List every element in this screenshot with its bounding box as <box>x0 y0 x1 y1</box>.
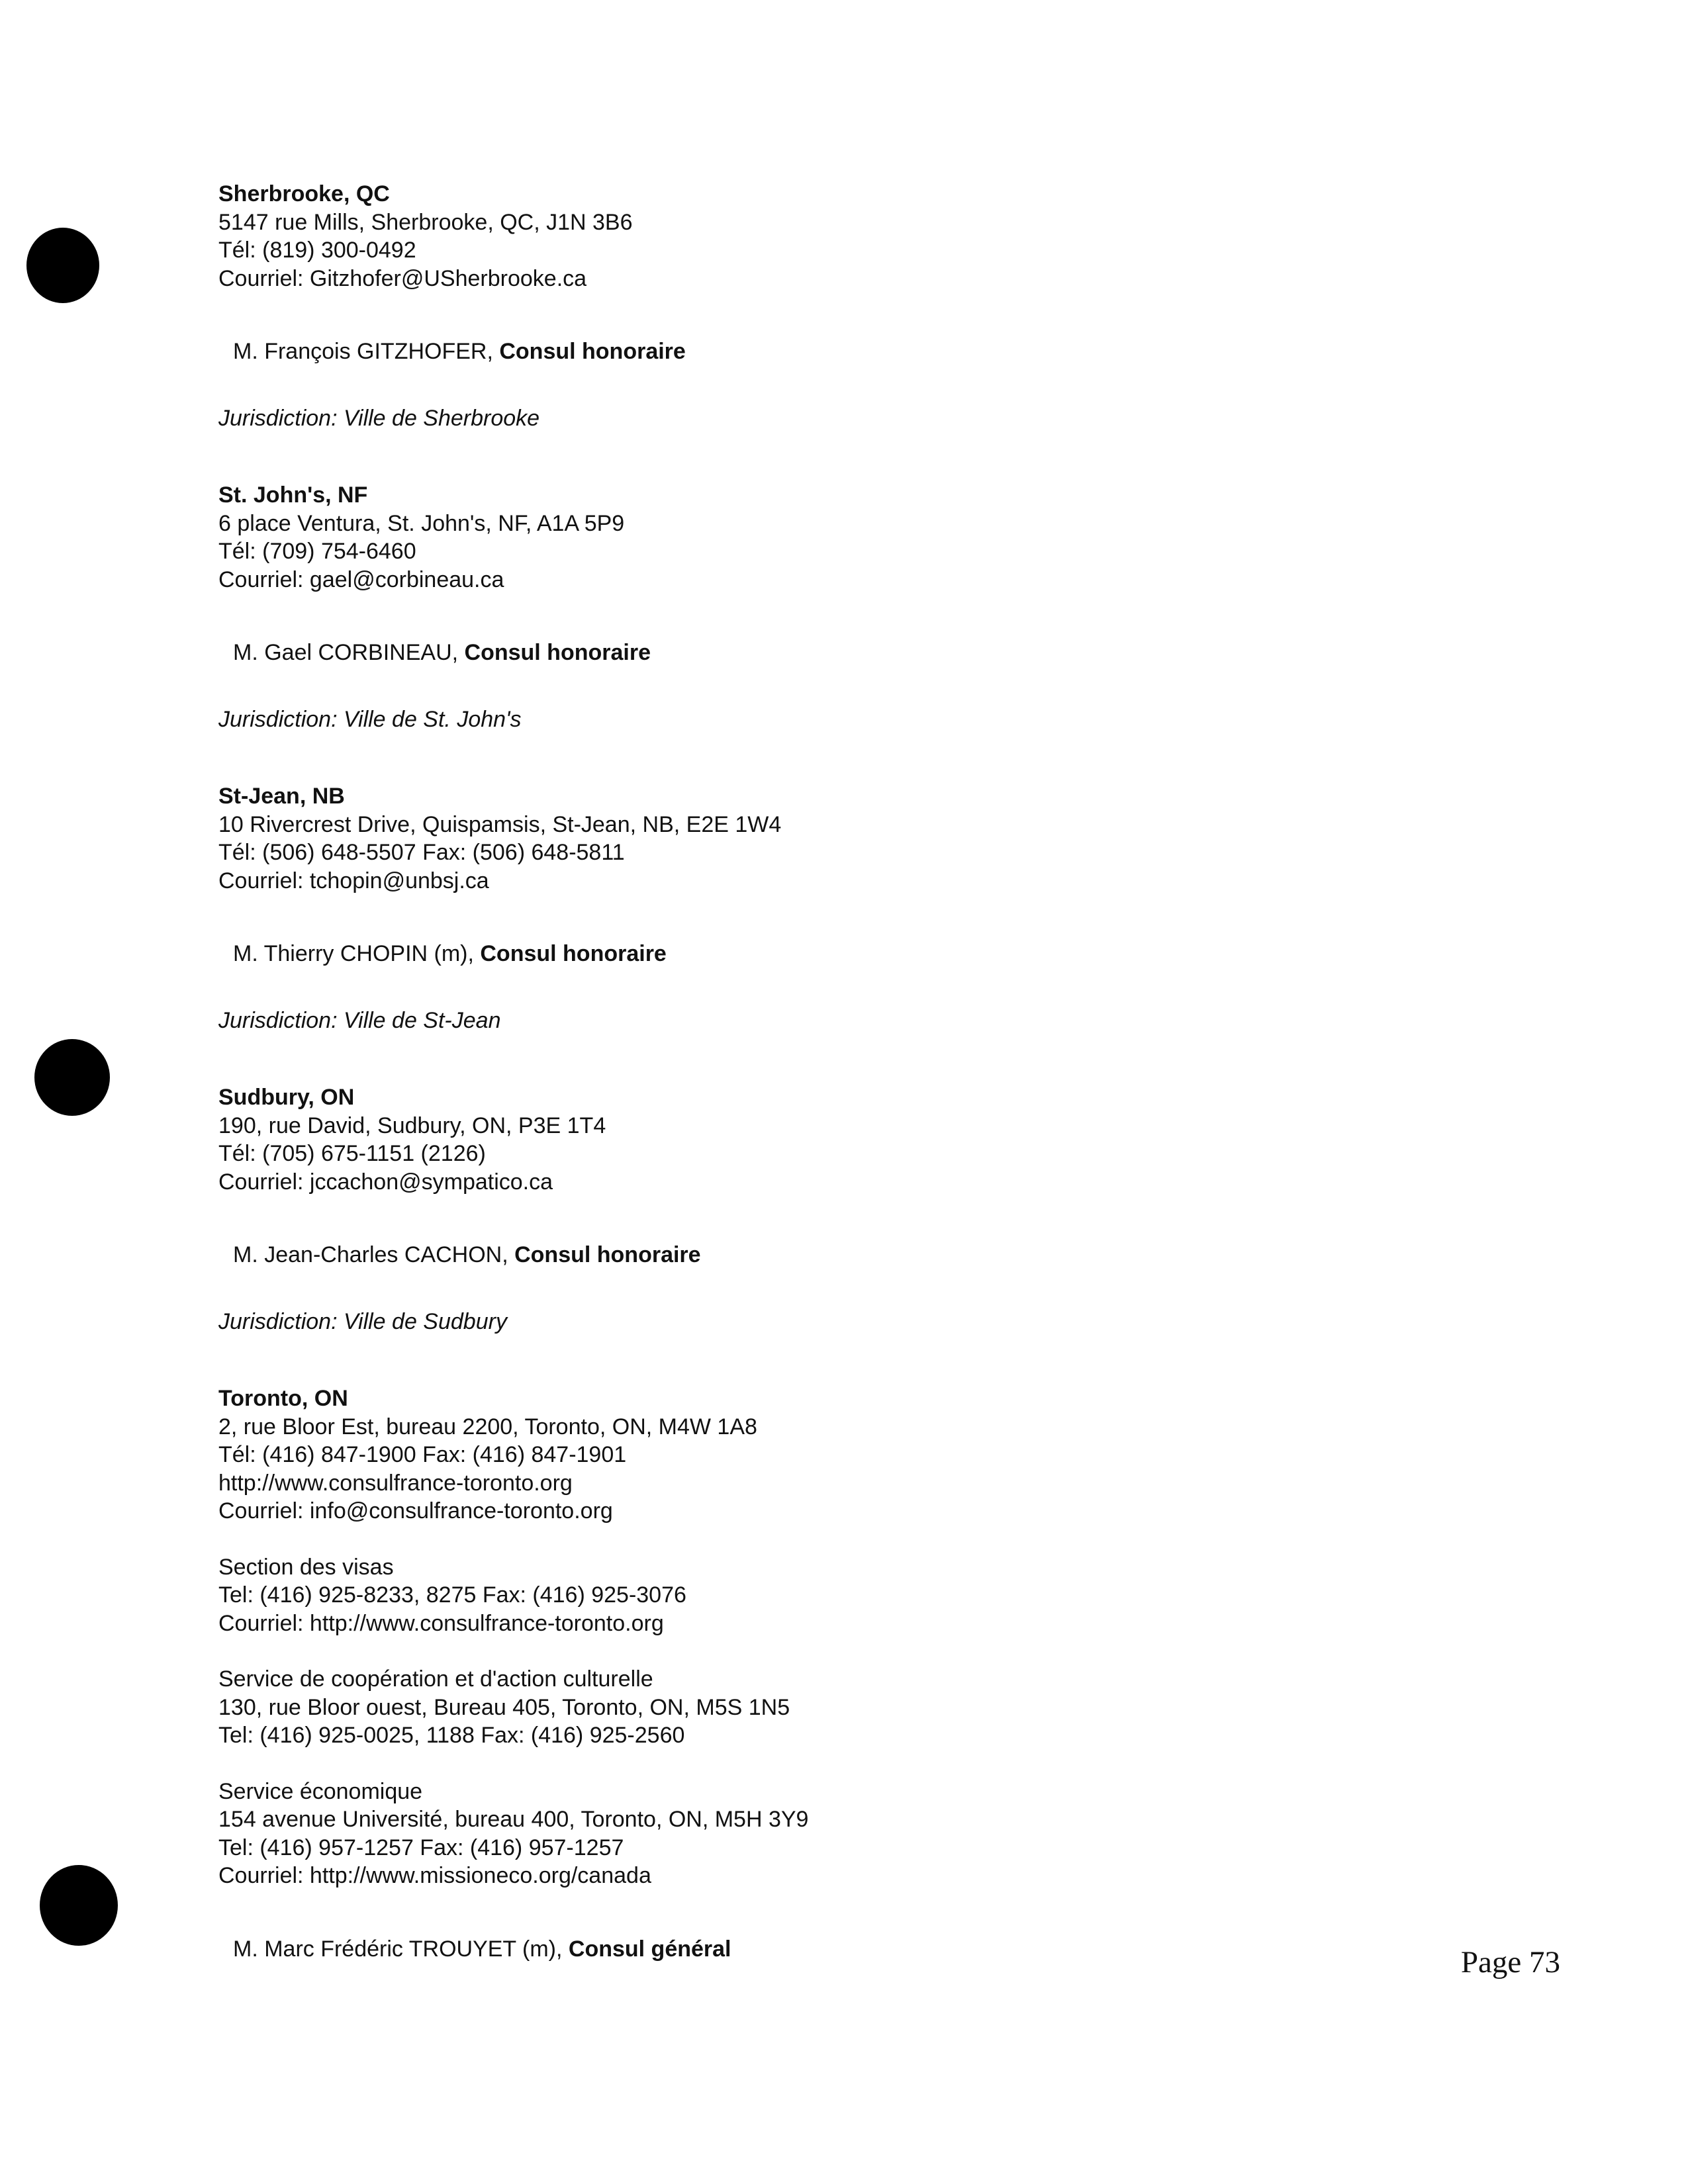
entry-address: 10 Rivercrest Drive, Quispamsis, St-Jean, NB, E2E 1W4 <box>218 811 782 837</box>
entry-jurisdiction: Jurisdiction: Ville de St. John's <box>218 706 522 732</box>
entry-city: St. John's, NF <box>218 482 368 508</box>
entry-contact <box>218 1935 1476 1964</box>
entry-contact <box>218 1241 1476 1269</box>
visas-section <box>218 1553 1476 1638</box>
entry-website: http://www.consulfrance-toronto.org <box>218 1470 573 1496</box>
entry-sudbury <box>218 1083 1476 1385</box>
economique-heading: Service économique <box>218 1778 423 1804</box>
entry-contact <box>218 338 1476 366</box>
contact-title: Consul honoraire <box>514 1242 701 1267</box>
entry-email: Courriel: gael@corbineau.ca <box>218 567 504 592</box>
punch-hole-bottom <box>40 1865 118 1946</box>
visas-heading: Section des visas <box>218 1554 394 1580</box>
entry-address: 190, rue David, Sudbury, ON, P3E 1T4 <box>218 1113 606 1138</box>
entry-phone: Tél: (506) 648-5507 Fax: (506) 648-5811 <box>218 840 625 865</box>
economique-address: 154 avenue Université, bureau 400, Toronto, ON, M5H 3Y9 <box>218 1807 809 1832</box>
entry-city: Sherbrooke, QC <box>218 181 390 206</box>
culture-heading: Service de coopération et d'action culturelle <box>218 1666 653 1692</box>
culture-phone: Tel: (416) 925-0025, 1188 Fax: (416) 925-2560 <box>218 1723 685 1748</box>
contact-name: M. François GITZHOFER, <box>233 339 500 364</box>
entry-city: Toronto, ON <box>218 1386 348 1411</box>
punch-hole-top <box>26 228 99 303</box>
entry-address: 2, rue Bloor Est, bureau 2200, Toronto, ON, M4W 1A8 <box>218 1414 757 1439</box>
entry-toronto <box>218 1385 1476 1963</box>
entry-phone: Tél: (709) 754-6460 <box>218 539 416 564</box>
entry-phone: Tél: (705) 675-1151 (2126) <box>218 1141 486 1166</box>
directory-content <box>218 180 1476 1963</box>
contact-title: Consul honoraire <box>480 941 667 966</box>
entry-jurisdiction: Jurisdiction: Ville de St-Jean <box>218 1007 501 1033</box>
economique-section <box>218 1778 1476 1890</box>
visas-phone: Tel: (416) 925-8233, 8275 Fax: (416) 925-3076 <box>218 1582 686 1608</box>
contact-title: Consul honoraire <box>499 339 686 364</box>
entry-email: Courriel: info@consulfrance-toronto.org <box>218 1498 613 1524</box>
page-number: Page 73 <box>1460 1945 1560 1979</box>
culture-section <box>218 1665 1476 1750</box>
entry-email: Courriel: Gitzhofer@USherbrooke.ca <box>218 265 587 291</box>
economique-email: Courriel: http://www.missioneco.org/canada <box>218 1863 651 1888</box>
entry-jurisdiction: Jurisdiction: Ville de Sherbrooke <box>218 405 540 431</box>
economique-phone: Tel: (416) 957-1257 Fax: (416) 957-1257 <box>218 1835 624 1860</box>
contact-name: M. Marc Frédéric TROUYET (m), <box>233 1936 569 1962</box>
culture-address: 130, rue Bloor ouest, Bureau 405, Toronto, ON, M5S 1N5 <box>218 1694 790 1720</box>
entry-phone: Tél: (416) 847-1900 Fax: (416) 847-1901 <box>218 1442 627 1467</box>
entry-phone: Tél: (819) 300-0492 <box>218 238 416 263</box>
contact-title: Consul honoraire <box>464 640 651 665</box>
entry-email: Courriel: jccachon@sympatico.ca <box>218 1169 553 1195</box>
contact-name: M. Thierry CHOPIN (m), <box>233 941 481 966</box>
entry-address: 5147 rue Mills, Sherbrooke, QC, J1N 3B6 <box>218 209 633 235</box>
entry-contact <box>218 940 1476 968</box>
contact-title: Consul général <box>568 1936 731 1962</box>
entry-jurisdiction: Jurisdiction: Ville de Sudbury <box>218 1308 507 1334</box>
contact-name: M. Jean-Charles CACHON, <box>233 1242 515 1267</box>
contact-name: M. Gael CORBINEAU, <box>233 640 465 665</box>
entry-email: Courriel: tchopin@unbsj.ca <box>218 868 489 893</box>
entry-city: Sudbury, ON <box>218 1085 355 1110</box>
entry-city: St-Jean, NB <box>218 784 345 809</box>
entry-st-johns <box>218 481 1476 782</box>
entry-address: 6 place Ventura, St. John's, NF, A1A 5P9 <box>218 510 625 536</box>
visas-email: Courriel: http://www.consulfrance-toronto.org <box>218 1610 664 1636</box>
entry-contact <box>218 639 1476 667</box>
entry-sherbrooke <box>218 180 1476 481</box>
entry-st-jean <box>218 782 1476 1083</box>
punch-hole-middle <box>34 1039 110 1116</box>
